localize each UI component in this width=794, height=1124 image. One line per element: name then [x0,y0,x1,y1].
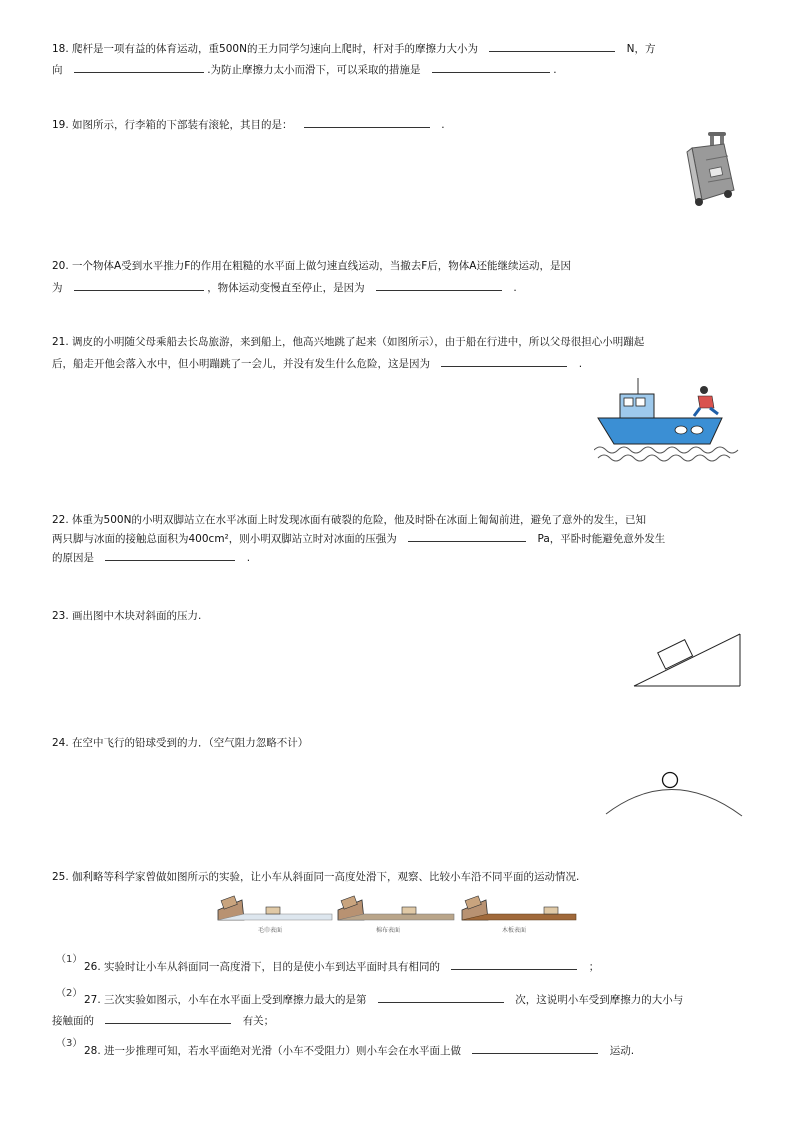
question-text: 进一步推理可知，若水平面绝对光滑（小车不受阻力）则小车会在水平面上做 [104,1045,462,1057]
sub-question-tag: （2） [56,988,83,999]
surface-label: 棉布表面 [376,927,401,934]
question-24 [52,736,308,750]
question-22-line-2 [52,530,665,546]
question-text: Pa，平卧时能避免意外发生 [537,533,666,545]
question-text: 在空中飞行的铅球受到的力．（空气阻力忽略不计） [72,737,309,749]
question-22-line-3 [52,549,250,565]
question-20-line-2 [52,279,517,295]
answer-blank[interactable] [304,116,430,128]
question-20-line-1 [52,259,571,273]
boat-figure [594,378,740,464]
question-number: 24. [52,737,69,749]
question-text: . [513,282,517,294]
suitcase-figure [684,130,742,210]
question-text: 爬杆是一项有益的体育运动，重500N的王力同学匀速向上爬时，杆对手的摩擦力大小为 [72,43,478,55]
question-text: 次，这说明小车受到摩擦力的大小与 [515,994,684,1006]
question-21-line-2 [52,355,582,371]
sub-question-tag: （1） [56,954,83,965]
question-21-line-1 [52,335,644,349]
answer-blank[interactable] [472,1042,598,1054]
answer-blank[interactable] [489,40,615,52]
question-text: 的原因是 [52,552,94,564]
answer-blank[interactable] [441,355,567,367]
answer-blank[interactable] [432,61,550,73]
question-number: 26. [84,961,101,973]
question-text: . [246,552,251,564]
question-text: 运动. [609,1045,635,1057]
answer-blank[interactable] [376,279,502,291]
question-text: 调皮的小明随父母乘船去长岛旅游，来到船上，他高兴地跳了起来（如图所示），由于船在行进中，所以父母很担心小明蹦起 [72,336,645,348]
answer-blank[interactable] [74,61,204,73]
question-text: 两只脚与冰面的接触总面积为400cm²，则小明双脚站立时对冰面的压强为 [52,533,397,545]
question-number: 18. [52,43,69,55]
question-text: 如图所示，行李箱的下部装有滚轮，其目的是： [72,119,293,131]
surface-label: 毛巾表面 [258,927,283,934]
question-25 [52,870,579,884]
question-18-line-2 [52,61,557,77]
question-number: 23. [52,610,69,622]
question-text: 画出图中木块对斜面的压力. [72,610,202,622]
wooden-block [658,640,693,669]
question-number: 27. [84,994,101,1006]
question-text: .为防止摩擦力太小而滑下，可以采取的措施是 [207,64,421,76]
question-text: 体重为500N的小明双脚站立在水平冰面上时发现冰面有破裂的危险，他及时卧在冰面上匍匐前进，避免了意外的发生，已知 [72,514,646,526]
question-number: 28. [84,1045,101,1057]
question-27-line-2 [52,1012,274,1028]
question-text: 伽利略等科学家曾做如图所示的实验，让小车从斜面同一高度处滑下，观察、比较小车沿不同平面的运动情况. [72,871,580,883]
question-number: 20. [52,260,69,272]
question-text: . [553,64,557,76]
surface-label: 木板表面 [502,927,527,934]
question-text: . [441,119,445,131]
answer-blank[interactable] [378,991,504,1003]
question-text: 一个物体A受到水平推力F的作用在粗糙的水平面上做匀速直线运动，当撤去F后，物体A还能继续运动，是因 [72,260,571,272]
incline-figure [630,630,744,690]
answer-blank[interactable] [105,1012,231,1024]
question-number: 19. [52,119,69,131]
question-22-line-1 [52,513,646,527]
answer-blank[interactable] [408,530,526,542]
question-23 [52,609,201,623]
answer-blank[interactable] [451,958,577,970]
question-text: 三次实验如图示，小车在水平面上受到摩擦力最大的是第 [104,994,367,1006]
question-text: 向 [52,64,63,76]
question-26 [84,958,599,974]
question-27-line-1 [84,991,683,1007]
trajectory-figure [602,768,746,820]
question-text: 实验时让小车从斜面同一高度滑下，目的是使小车到达平面时具有相同的 [104,961,441,973]
question-text: 后，船走开他会落入水中，但小明蹦跳了一会儿，并没有发生什么危险，这是因为 [52,358,430,370]
question-number: 21. [52,336,69,348]
shot-put-ball [663,773,678,788]
answer-blank[interactable] [74,279,204,291]
question-number: 25. [52,871,69,883]
answer-blank[interactable] [105,549,235,561]
question-text: 有关； [242,1015,275,1027]
question-text: . [578,358,583,370]
question-18-line-1 [52,40,656,56]
question-text: N，方 [626,43,656,55]
question-text: 为 [52,282,63,294]
sub-question-tag: （3） [56,1038,83,1049]
question-text: ，物体运动变慢直至停止，是因为 [207,282,365,294]
question-19 [52,116,445,132]
question-text: ； [588,961,600,973]
question-text: 接触面的 [52,1015,94,1027]
question-28 [84,1042,634,1058]
question-number: 22. [52,514,69,526]
experiment-figure [214,894,580,938]
